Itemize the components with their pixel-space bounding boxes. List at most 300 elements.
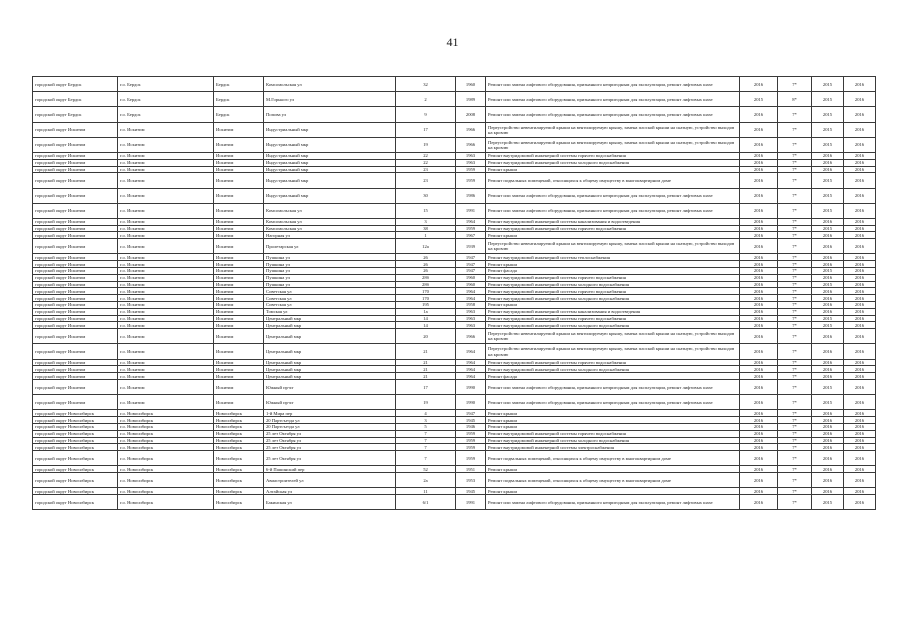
works-table-body [33, 77, 876, 510]
municipality-cell: городской округ Искитим [33, 166, 118, 173]
work-type-cell: Ремонт крыши [486, 166, 740, 173]
period-end-cell: 2016 [844, 281, 876, 288]
table-row [33, 203, 876, 218]
table-row [33, 261, 876, 268]
locality-cell: Бердск [214, 107, 264, 122]
build-year-cell: 1964 [456, 218, 486, 225]
city-cell: г.о. Новосибирск [118, 423, 214, 430]
period-start-cell: 2015 [812, 137, 844, 152]
build-year-cell: 1947 [456, 261, 486, 268]
table-row [33, 92, 876, 107]
period-end-cell: 2016 [844, 107, 876, 122]
municipality-cell: городской округ Искитим [33, 203, 118, 218]
city-cell: г.о. Искитим [118, 308, 214, 315]
planned-year-cell: 2016 [740, 137, 778, 152]
planned-year-cell: 2016 [740, 173, 778, 188]
period-end-cell: 2016 [844, 166, 876, 173]
municipality-cell: городской округ Новосибирск [33, 444, 118, 451]
locality-cell: Искитим [214, 274, 264, 281]
period-start-cell: 2016 [812, 473, 844, 488]
term-cell: 7* [778, 225, 812, 232]
work-type-cell: Ремонт или замена лифтового оборудования, признанного непригодным для эксплуатации, ремонт лифтовых шахт [486, 380, 740, 395]
period-end-cell: 2016 [844, 423, 876, 430]
house-number-cell: 21 [396, 373, 456, 380]
period-start-cell: 2015 [812, 395, 844, 410]
planned-year-cell: 2016 [740, 430, 778, 437]
house-number-cell: 4 [396, 410, 456, 417]
table-row [33, 225, 876, 232]
table-row [33, 451, 876, 466]
street-cell: Центральный мкр [264, 344, 396, 359]
city-cell: г.о. Новосибирск [118, 430, 214, 437]
build-year-cell: 1959 [456, 166, 486, 173]
work-type-cell: Ремонт внутридомовой инженерной системы горячего водоснабжения [486, 225, 740, 232]
locality-cell: Бердск [214, 92, 264, 107]
work-type-cell: Ремонт внутридомовой инженерной системы электроснабжения [486, 444, 740, 451]
table-row [33, 274, 876, 281]
municipality-cell: городской округ Искитим [33, 359, 118, 366]
street-cell: Южный пр-кт [264, 395, 396, 410]
period-end-cell: 2016 [844, 261, 876, 268]
house-number-cell: 3 [396, 218, 456, 225]
work-type-cell: Ремонт крыши [486, 417, 740, 424]
build-year-cell: 1945 [456, 488, 486, 495]
term-cell: 7* [778, 268, 812, 275]
term-cell: 7* [778, 288, 812, 295]
build-year-cell: 1964 [456, 366, 486, 373]
build-year-cell: 1991 [456, 495, 486, 510]
locality-cell: Новосибирск [214, 466, 264, 473]
locality-cell: Искитим [214, 152, 264, 159]
house-number-cell: 38 [396, 225, 456, 232]
table-row [33, 423, 876, 430]
street-cell: Советская ул [264, 295, 396, 302]
planned-year-cell: 2016 [740, 288, 778, 295]
city-cell: г.о. Искитим [118, 239, 214, 254]
period-end-cell: 2016 [844, 466, 876, 473]
period-start-cell: 2016 [812, 295, 844, 302]
term-cell: 7* [778, 417, 812, 424]
house-number-cell: 22 [396, 152, 456, 159]
period-start-cell: 2015 [812, 268, 844, 275]
street-cell: Пушкина ул [264, 281, 396, 288]
build-year-cell: 1959 [456, 225, 486, 232]
period-start-cell: 2016 [812, 366, 844, 373]
locality-cell: Искитим [214, 225, 264, 232]
house-number-cell: 28б [396, 281, 456, 288]
house-number-cell: 2 [396, 92, 456, 107]
locality-cell: Искитим [214, 344, 264, 359]
municipality-cell: городской округ Искитим [33, 344, 118, 359]
page-number: 41 [446, 35, 459, 49]
house-number-cell: 32 [396, 77, 456, 92]
period-end-cell: 2016 [844, 268, 876, 275]
locality-cell: Искитим [214, 254, 264, 261]
table-row [33, 77, 876, 92]
term-cell: 7* [778, 137, 812, 152]
table-row [33, 152, 876, 159]
period-end-cell: 2016 [844, 218, 876, 225]
house-number-cell: 170 [396, 295, 456, 302]
locality-cell: Новосибирск [214, 488, 264, 495]
house-number-cell: 7 [396, 437, 456, 444]
planned-year-cell: 2016 [740, 166, 778, 173]
street-cell: Центральный мкр [264, 329, 396, 344]
city-cell: г.о. Искитим [118, 295, 214, 302]
municipality-cell: городской округ Бердск [33, 92, 118, 107]
period-start-cell: 2016 [812, 488, 844, 495]
period-start-cell: 2016 [812, 444, 844, 451]
period-start-cell: 2016 [812, 218, 844, 225]
street-cell: Центральный мкр [264, 322, 396, 329]
build-year-cell: 1945 [456, 417, 486, 424]
work-type-cell: Ремонт или замена лифтового оборудования, признанного непригодным для эксплуатации, ремонт лифтовых шахт [486, 395, 740, 410]
locality-cell: Искитим [214, 322, 264, 329]
locality-cell: Искитим [214, 261, 264, 268]
locality-cell: Новосибирск [214, 430, 264, 437]
table-row [33, 444, 876, 451]
build-year-cell: 1939 [456, 239, 486, 254]
municipality-cell: городской округ Искитим [33, 173, 118, 188]
municipality-cell: городской округ Искитим [33, 308, 118, 315]
build-year-cell: 1951 [456, 466, 486, 473]
table-row [33, 495, 876, 510]
municipality-cell: городской округ Искитим [33, 225, 118, 232]
municipality-cell: городской округ Новосибирск [33, 410, 118, 417]
street-cell: Томская ул [264, 308, 396, 315]
term-cell: 7* [778, 366, 812, 373]
municipality-cell: городской округ Искитим [33, 261, 118, 268]
table-row [33, 188, 876, 203]
period-end-cell: 2016 [844, 495, 876, 510]
table-row [33, 437, 876, 444]
house-number-cell: 28б [396, 274, 456, 281]
locality-cell: Искитим [214, 268, 264, 275]
street-cell: Бакинская ул [264, 495, 396, 510]
table-row [33, 281, 876, 288]
term-cell: 7* [778, 430, 812, 437]
term-cell: 7* [778, 295, 812, 302]
table-row [33, 239, 876, 254]
period-end-cell: 2016 [844, 173, 876, 188]
work-type-cell: Ремонт внутридомовой инженерной системы горячего водоснабжения [486, 359, 740, 366]
table-row [33, 473, 876, 488]
table-row [33, 359, 876, 366]
city-cell: г.о. Искитим [118, 261, 214, 268]
house-number-cell: 7 [396, 451, 456, 466]
planned-year-cell: 2016 [740, 308, 778, 315]
table-row [33, 295, 876, 302]
build-year-cell: 1991 [456, 203, 486, 218]
street-cell: Центральный мкр [264, 315, 396, 322]
planned-year-cell: 2016 [740, 281, 778, 288]
period-end-cell: 2016 [844, 473, 876, 488]
house-number-cell: 23 [396, 166, 456, 173]
municipality-cell: городской округ Искитим [33, 366, 118, 373]
locality-cell: Искитим [214, 188, 264, 203]
period-start-cell: 2016 [812, 232, 844, 239]
work-type-cell: Ремонт внутридомовой инженерной системы холодного водоснабжения [486, 281, 740, 288]
city-cell: г.о. Искитим [118, 122, 214, 137]
street-cell: 20 Партсъезда ул [264, 423, 396, 430]
planned-year-cell: 2016 [740, 488, 778, 495]
table-row [33, 268, 876, 275]
street-cell: 25 лет Октября ул [264, 444, 396, 451]
term-cell: 7* [778, 232, 812, 239]
locality-cell: Новосибирск [214, 437, 264, 444]
house-number-cell: 2а [396, 473, 456, 488]
period-start-cell: 2015 [812, 322, 844, 329]
planned-year-cell: 2016 [740, 423, 778, 430]
period-start-cell: 2016 [812, 373, 844, 380]
house-number-cell: 14 [396, 315, 456, 322]
period-end-cell: 2016 [844, 437, 876, 444]
build-year-cell: 1964 [456, 373, 486, 380]
work-type-cell: Ремонт внутридомовой инженерной системы холодного водоснабжения [486, 322, 740, 329]
period-start-cell: 2016 [812, 423, 844, 430]
build-year-cell: 1959 [456, 173, 486, 188]
build-year-cell: 1966 [456, 329, 486, 344]
house-number-cell: 26 [396, 254, 456, 261]
work-type-cell: Ремонт внутридомовой инженерной системы горячего водоснабжения [486, 430, 740, 437]
work-type-cell: Ремонт крыши [486, 410, 740, 417]
municipality-cell: городской округ Искитим [33, 152, 118, 159]
municipality-cell: городской округ Бердск [33, 107, 118, 122]
table-row [33, 302, 876, 309]
table-row [33, 488, 876, 495]
city-cell: г.о. Искитим [118, 225, 214, 232]
street-cell: Пушкина ул [264, 268, 396, 275]
term-cell: 7* [778, 281, 812, 288]
table-row [33, 166, 876, 173]
municipality-cell: городской округ Искитим [33, 159, 118, 166]
period-end-cell: 2016 [844, 308, 876, 315]
planned-year-cell: 2016 [740, 395, 778, 410]
street-cell: Авиастроителей ул [264, 473, 396, 488]
term-cell: 7* [778, 261, 812, 268]
house-number-cell: 22 [396, 159, 456, 166]
table-row [33, 466, 876, 473]
term-cell: 7* [778, 359, 812, 366]
street-cell: 25 лет Октября ул [264, 437, 396, 444]
planned-year-cell: 2016 [740, 261, 778, 268]
work-type-cell: Ремонт или замена лифтового оборудования, признанного непригодным для эксплуатации, ремонт лифтовых шахт [486, 203, 740, 218]
house-number-cell: 26 [396, 261, 456, 268]
period-start-cell: 2016 [812, 159, 844, 166]
table-row [33, 395, 876, 410]
locality-cell: Новосибирск [214, 495, 264, 510]
planned-year-cell: 2016 [740, 239, 778, 254]
house-number-cell: 52 [396, 466, 456, 473]
house-number-cell: 1 [396, 232, 456, 239]
municipality-cell: городской округ Искитим [33, 373, 118, 380]
period-start-cell: 2016 [812, 274, 844, 281]
street-cell: Южный пр-кт [264, 380, 396, 395]
street-cell: Комсомольская ул [264, 218, 396, 225]
street-cell: Комсомольская ул [264, 77, 396, 92]
locality-cell: Искитим [214, 315, 264, 322]
city-cell: г.о. Искитим [118, 380, 214, 395]
street-cell: Нагорная ул [264, 232, 396, 239]
planned-year-cell: 2016 [740, 268, 778, 275]
build-year-cell: 1963 [456, 322, 486, 329]
planned-year-cell: 2016 [740, 437, 778, 444]
municipality-cell: городской округ Искитим [33, 268, 118, 275]
work-type-cell: Ремонт внутридомовой инженерной системы теплоснабжения [486, 254, 740, 261]
city-cell: г.о. Искитим [118, 159, 214, 166]
term-cell: 7* [778, 308, 812, 315]
municipality-cell: городской округ Новосибирск [33, 423, 118, 430]
build-year-cell: 1964 [456, 344, 486, 359]
term-cell: 7* [778, 315, 812, 322]
house-number-cell: 11 [396, 488, 456, 495]
house-number-cell: 17 [396, 380, 456, 395]
table-row [33, 218, 876, 225]
work-type-cell: Ремонт или замена лифтового оборудования, признанного непригодным для эксплуатации, ремонт лифтовых шахт [486, 107, 740, 122]
period-start-cell: 2015 [812, 107, 844, 122]
build-year-cell: 1953 [456, 473, 486, 488]
period-start-cell: 2015 [812, 173, 844, 188]
period-end-cell: 2016 [844, 274, 876, 281]
planned-year-cell: 2016 [740, 225, 778, 232]
build-year-cell: 1967 [456, 232, 486, 239]
work-type-cell: Ремонт внутридомовой инженерной системы горячего водоснабжения [486, 152, 740, 159]
work-type-cell: Ремонт подвальных помещений, относящихся к общему имуществу в многоквартирном доме [486, 451, 740, 466]
period-end-cell: 2016 [844, 122, 876, 137]
term-cell: 7* [778, 444, 812, 451]
planned-year-cell: 2016 [740, 218, 778, 225]
locality-cell: Искитим [214, 329, 264, 344]
build-year-cell: 1964 [456, 359, 486, 366]
city-cell: г.о. Искитим [118, 203, 214, 218]
street-cell: 6-й Пашинский пер [264, 466, 396, 473]
locality-cell: Новосибирск [214, 417, 264, 424]
table-row [33, 417, 876, 424]
term-cell: 7* [778, 254, 812, 261]
build-year-cell: 1947 [456, 254, 486, 261]
table-row [33, 159, 876, 166]
city-cell: г.о. Искитим [118, 366, 214, 373]
period-end-cell: 2016 [844, 359, 876, 366]
street-cell: Индустриальный мкр [264, 122, 396, 137]
city-cell: г.о. Искитим [118, 373, 214, 380]
locality-cell: Искитим [214, 380, 264, 395]
street-cell: М.Горького ул [264, 92, 396, 107]
period-start-cell: 2016 [812, 302, 844, 309]
locality-cell: Искитим [214, 122, 264, 137]
term-cell: 7* [778, 437, 812, 444]
planned-year-cell: 2016 [740, 322, 778, 329]
locality-cell: Искитим [214, 203, 264, 218]
period-start-cell: 2016 [812, 329, 844, 344]
planned-year-cell: 2016 [740, 329, 778, 344]
term-cell: 7* [778, 380, 812, 395]
term-cell: 7* [778, 122, 812, 137]
city-cell: г.о. Искитим [118, 268, 214, 275]
build-year-cell: 1963 [456, 315, 486, 322]
planned-year-cell: 2016 [740, 302, 778, 309]
period-end-cell: 2016 [844, 329, 876, 344]
table-row [33, 232, 876, 239]
build-year-cell: 1959 [456, 451, 486, 466]
street-cell: Индустриальный мкр [264, 173, 396, 188]
municipality-cell: городской округ Новосибирск [33, 451, 118, 466]
municipality-cell: городской округ Искитим [33, 254, 118, 261]
table-row [33, 344, 876, 359]
municipality-cell: городской округ Новосибирск [33, 488, 118, 495]
work-type-cell: Ремонт крыши [486, 423, 740, 430]
municipality-cell: городской округ Искитим [33, 288, 118, 295]
term-cell: 8* [778, 92, 812, 107]
planned-year-cell: 2016 [740, 380, 778, 395]
city-cell: г.о. Бердск [118, 92, 214, 107]
house-number-cell: 20 [396, 329, 456, 344]
term-cell: 7* [778, 473, 812, 488]
city-cell: г.о. Искитим [118, 232, 214, 239]
house-number-cell: 21 [396, 366, 456, 373]
term-cell: 7* [778, 274, 812, 281]
municipality-cell: городской округ Искитим [33, 281, 118, 288]
locality-cell: Искитим [214, 366, 264, 373]
municipality-cell: городской округ Бердск [33, 77, 118, 92]
locality-cell: Новосибирск [214, 473, 264, 488]
work-type-cell: Переустройство невентилируемой крыши на вентилируемую крышу, замена плоской крыши на скатную, устройство выходов на кровлю [486, 239, 740, 254]
planned-year-cell: 2016 [740, 232, 778, 239]
table-row [33, 308, 876, 315]
locality-cell: Искитим [214, 359, 264, 366]
build-year-cell: 1960 [456, 274, 486, 281]
period-start-cell: 2015 [812, 77, 844, 92]
street-cell: Центральный мкр [264, 366, 396, 373]
work-type-cell: Ремонт или замена лифтового оборудования, признанного непригодным для эксплуатации, ремонт лифтовых шахт [486, 188, 740, 203]
municipality-cell: городской округ Искитим [33, 295, 118, 302]
street-cell: Индустриальный мкр [264, 137, 396, 152]
period-start-cell: 2016 [812, 466, 844, 473]
city-cell: г.о. Искитим [118, 188, 214, 203]
period-start-cell: 2016 [812, 410, 844, 417]
street-cell: Советская ул [264, 288, 396, 295]
city-cell: г.о. Новосибирск [118, 466, 214, 473]
works-table [32, 76, 876, 510]
planned-year-cell: 2016 [740, 451, 778, 466]
build-year-cell: 1986 [456, 188, 486, 203]
planned-year-cell: 2016 [740, 159, 778, 166]
work-type-cell: Ремонт крыши [486, 261, 740, 268]
locality-cell: Искитим [214, 281, 264, 288]
city-cell: г.о. Искитим [118, 344, 214, 359]
street-cell: Центральный мкр [264, 373, 396, 380]
house-number-cell: 7 [396, 430, 456, 437]
city-cell: г.о. Искитим [118, 173, 214, 188]
period-start-cell: 2016 [812, 417, 844, 424]
term-cell: 7* [778, 322, 812, 329]
planned-year-cell: 2016 [740, 366, 778, 373]
work-type-cell: Переустройство невентилируемой крыши на вентилируемую крышу, замена плоской крыши на скатную, устройство выходов на кровлю [486, 122, 740, 137]
municipality-cell: городской округ Искитим [33, 315, 118, 322]
work-type-cell: Ремонт внутридомовой инженерной системы канализования и водоотведения [486, 218, 740, 225]
municipality-cell: городской округ Новосибирск [33, 495, 118, 510]
work-type-cell: Переустройство невентилируемой крыши на вентилируемую крышу, замена плоской крыши на скатную, устройство выходов на кровлю [486, 329, 740, 344]
planned-year-cell: 2016 [740, 473, 778, 488]
term-cell: 7* [778, 152, 812, 159]
municipality-cell: городской округ Искитим [33, 302, 118, 309]
city-cell: г.о. Искитим [118, 288, 214, 295]
period-end-cell: 2016 [844, 417, 876, 424]
term-cell: 7* [778, 495, 812, 510]
planned-year-cell: 2016 [740, 254, 778, 261]
build-year-cell: 1990 [456, 380, 486, 395]
city-cell: г.о. Искитим [118, 166, 214, 173]
